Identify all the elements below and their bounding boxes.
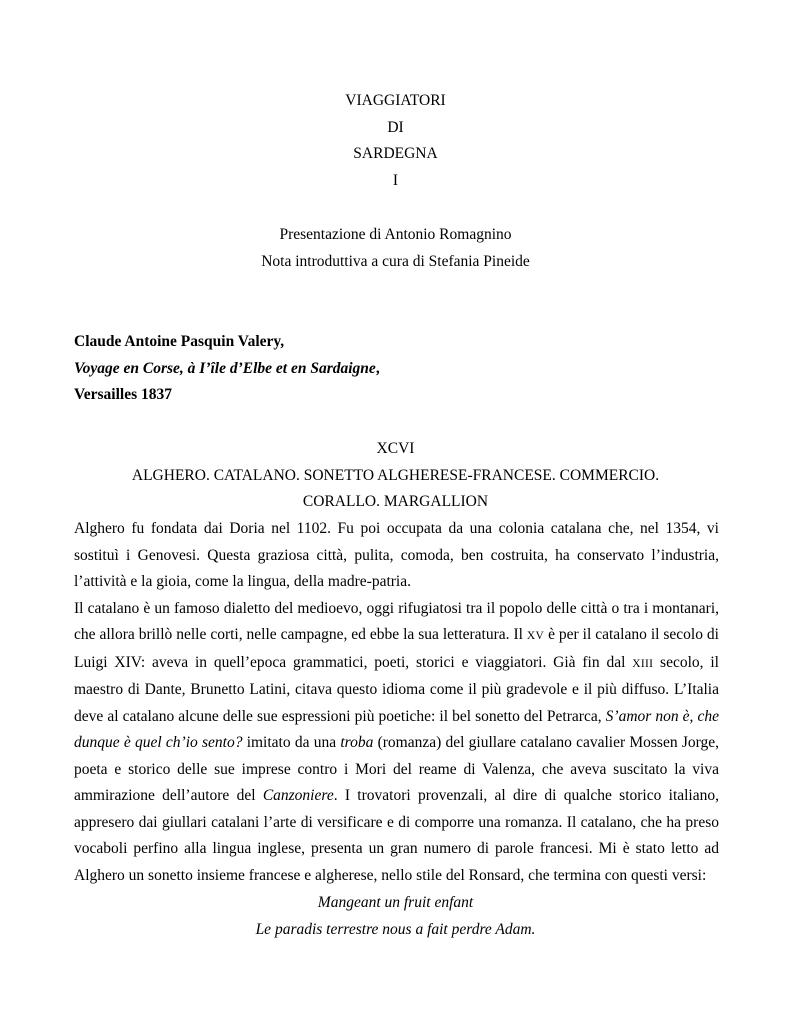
verse-quotation: [0, 890, 791, 943]
volume-number: I: [392, 171, 399, 189]
presentation-credit: Presentazione di Antonio Romagnino: [279, 226, 512, 243]
century-xiii: XIII: [632, 657, 654, 670]
source-work-title: Voyage en Corse, à I’île d’Elbe et en Sardaigne: [74, 359, 376, 377]
paragraph-2-part-f: . I trovatori provenzali, al dire di qualche storico italiano, appresero dai giullari catalani l’arte di versificare e di comporre una romanza. Il catalano, che ha preso vocaboli perfino alla lingua inglese, presenta un gran numero di parole francesi. Mi è stato letto ad Alghero un sonetto insieme francese e algherese, nello stile del Ronsard, che termina con questi versi:: [74, 787, 719, 884]
paragraph-2-part-d: imitato da una: [242, 734, 341, 751]
chapter-heading-line-2: CORALLO. MARGALLION: [302, 493, 489, 510]
paragraph-2-part-e: (romanza) del giullare catalano cavalier Mossen Jorge, poeta e storico delle sue imprese contro i Mori del reame di Valenza, che aveva suscitato la viva ammirazione dell’autore del: [74, 734, 719, 804]
title-line-1: VIAGGIATORI: [345, 92, 446, 109]
paragraph-2: [74, 596, 719, 890]
chapter-body: [74, 516, 719, 889]
century-xv: XV: [526, 630, 545, 642]
source-author: Claude Antoine Pasquin Valery,: [74, 333, 285, 350]
source-place-year: Versailles 1837: [74, 386, 173, 403]
verse-line-2: Le paradis terrestre nous a fait perdre Adam.: [255, 920, 536, 938]
paragraph-2-part-b: è per il catalano il secolo di Luigi XIV: aveva in quell’epoca grammatici, poeti, storici e viaggiatori. Già fin dal: [74, 626, 719, 671]
paragraph-2-part-c: secolo, il maestro di Dante, Brunetto Latini, citava questo idioma come il più gradevole e il più diffuso. L’Italia deve al catalano alcune delle sue espressioni più poetiche: il bel sonetto del Petrarca,: [74, 653, 719, 725]
book-title: [0, 88, 791, 194]
paragraph-1: Alghero fu fondata dai Doria nel 1102. Fu poi occupata da una colonia catalana che, nel 1354, vi sostituì i Genovesi. Questa graziosa città, pulita, comoda, ben costruita, ha conservato l’industria, l’attività e la gioia, come la lingua, della madre-patria.: [74, 520, 719, 590]
troba-term: troba: [340, 734, 374, 751]
source-work-line: [74, 356, 724, 383]
credits: [0, 222, 791, 275]
verse-line-1: Mangeant un fruit enfant: [317, 894, 474, 911]
source-citation: [74, 329, 724, 409]
title-line-2: DI: [387, 118, 404, 136]
chapter-number: XCVI: [376, 440, 415, 457]
petrarca-quote: S’amor non è, che dunque è quel ch’io sento?: [74, 707, 720, 751]
chapter-header: [0, 436, 791, 516]
source-work-suffix: ,: [375, 359, 380, 377]
title-line-3: SARDEGNA: [353, 145, 438, 162]
chapter-heading-line-1: ALGHERO. CATALANO. SONETTO ALGHERESE-FRANCESE. COMMERCIO.: [131, 466, 660, 484]
canzoniere-title: Canzoniere: [262, 787, 334, 804]
paragraph-2-part-a: Il catalano è un famoso dialetto del medioevo, oggi rifugiatosi tra il popolo delle città o tra i montanari, che allora brillò nelle corti, nelle campagne, ed ebbe la sua letteratura. Il: [74, 599, 719, 643]
introduction-credit: Nota introduttiva a cura di Stefania Pineide: [261, 252, 530, 270]
